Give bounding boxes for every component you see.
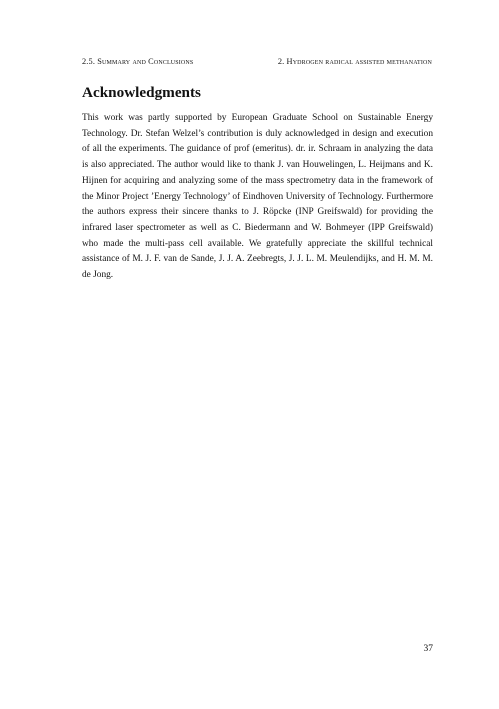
acknowledgments-paragraph: This work was partly supported by European Graduate School on Sustainable Energy Technology. Dr. Stefan Welzel’s contribution is duly acknowledged in design and execution of all the experiments. The guidance of prof (emeritus). dr. ir. Schraam in analyzing the data is also appreciated. The author would like to thank J. van Houwelingen, L. Heijmans and K. Hijnen for acquiring and analyzing some of the mass spectrometry data in the framework of the Minor Project ’Energy Technology’ of Eindhoven University of Technology. Furthermore the authors express their sincere thanks to J. Röpcke (INP Greifswald) for providing the infrared laser spectrometer as well as C. Biedermann and W. Bohmeyer (IPP Greifswald) who made the multi-pass cell available. We gratefully appreciate the skillful technical assistance of M. J. F. van de Sande, J. J. A. Zeebregts, J. J. L. M. Meulendijks, and H. M. M. de Jong. bbox=[82, 113, 433, 281]
running-header bbox=[82, 56, 432, 68]
section-heading: Acknowledgments bbox=[82, 84, 201, 101]
running-header-chapter: 2. Hydrogen radical assisted methanation bbox=[277, 57, 432, 66]
running-header-section: 2.5. Summary and Conclusions bbox=[82, 57, 194, 66]
page-number: 37 bbox=[423, 644, 433, 654]
